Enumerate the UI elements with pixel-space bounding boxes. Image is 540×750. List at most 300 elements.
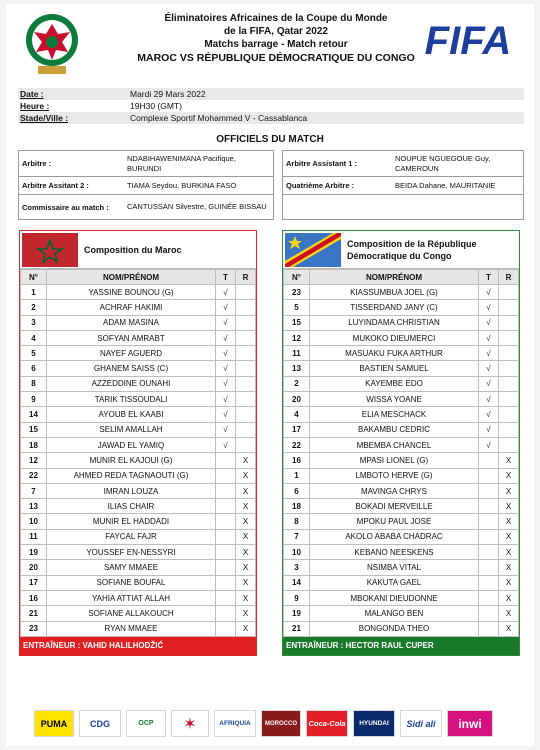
player-name: LMBOTO HERVE (G) [310,468,479,483]
player-substitute-mark: X [236,514,256,529]
player-starter-mark: √ [216,422,236,437]
table-row [21,330,256,345]
player-number: 2 [284,376,310,391]
player-starter-mark [216,514,236,529]
table-row [21,453,256,468]
date-value: Mardi 29 Mars 2022 [130,89,206,99]
player-number: 1 [21,285,47,300]
player-starter-mark: √ [216,330,236,345]
player-starter-mark [479,606,499,621]
table-row [21,407,256,422]
player-number: 18 [284,499,310,514]
table-row [284,545,519,560]
player-name: KEBANO NEESKENS [310,545,479,560]
player-name: YOUSSEF EN-NESSYRI [47,545,216,560]
col-t: T [216,270,236,285]
table-row [284,590,519,605]
fifa-logo-text: FIFA [424,20,512,60]
officials-title: OFFICIELS DU MATCH [216,134,324,145]
table-row [21,575,256,590]
congo-roster-body [284,285,519,637]
table-row [284,300,519,315]
col-num: N° [21,270,47,285]
table-row [21,499,256,514]
player-starter-mark [479,621,499,636]
player-starter-mark: √ [216,437,236,452]
player-name: KAKUTA GAEL [310,575,479,590]
player-starter-mark [216,575,236,590]
team-congo-title-line-2: Démocratique du Congo [347,251,452,261]
team-morocco-header [20,231,256,269]
table-row [284,392,519,407]
player-substitute-mark [499,315,519,330]
table-row [21,621,256,636]
player-starter-mark [216,606,236,621]
sponsor-morocco-logo: MOROCCO [261,710,301,737]
table-row [21,606,256,621]
player-starter-mark: √ [479,376,499,391]
player-name: MBOKANI DIEUDONNE [310,590,479,605]
player-substitute-mark: X [236,529,256,544]
player-number: 17 [21,575,47,590]
player-name: MALANGO BEN [310,606,479,621]
player-starter-mark [479,560,499,575]
player-substitute-mark [236,422,256,437]
col-r: R [499,270,519,285]
player-number: 22 [21,468,47,483]
player-substitute-mark: X [499,606,519,621]
player-substitute-mark [499,407,519,422]
stadium-value: Complexe Sportif Mohammed V - Cassablanca [130,113,308,123]
player-starter-mark: √ [216,376,236,391]
player-substitute-mark: X [499,621,519,636]
player-starter-mark [216,453,236,468]
player-starter-mark [479,590,499,605]
player-name: MBEMBA CHANCEL [310,437,479,452]
player-name: GHANEM SAISS (C) [47,361,216,376]
player-name: BASTIEN SAMUEL [310,361,479,376]
player-number: 7 [284,529,310,544]
player-name: SAMY MMAEE [47,560,216,575]
team-congo [282,230,520,656]
player-number: 23 [284,285,310,300]
player-number: 23 [21,621,47,636]
table-row [284,560,519,575]
player-name: SELIM AMALLAH [47,422,216,437]
table-row [21,361,256,376]
sponsor-puma-logo: PUMA [34,710,74,737]
player-name: TISSERDAND JANY (C) [310,300,479,315]
player-name: AYOUB EL KAABI [47,407,216,422]
player-number: 4 [21,330,47,345]
player-substitute-mark: X [236,483,256,498]
player-starter-mark [216,545,236,560]
player-substitute-mark [236,361,256,376]
table-row [21,392,256,407]
player-name: AZZEDDINE OUNAHI [47,376,216,391]
table-row [284,330,519,345]
player-number: 9 [21,392,47,407]
table-row [284,285,519,300]
player-number: 7 [21,483,47,498]
player-substitute-mark [236,392,256,407]
title-line-3: Matchs barrage - Match retour [204,39,348,50]
player-number: 11 [21,529,47,544]
table-row [284,346,519,361]
player-substitute-mark [236,300,256,315]
player-substitute-mark [236,330,256,345]
player-number: 5 [21,346,47,361]
player-starter-mark [479,514,499,529]
player-number: 10 [284,545,310,560]
assistant-1-label: Arbitre Assistant 1 : [286,159,357,168]
player-starter-mark: √ [479,407,499,422]
player-substitute-mark: X [236,560,256,575]
sponsor-sidiali-logo: Sidi ali [400,710,442,737]
empty-row [283,195,523,219]
player-starter-mark [216,468,236,483]
player-starter-mark [479,545,499,560]
player-starter-mark [216,499,236,514]
commissioner-row [19,195,273,219]
team-morocco-title-text: Composition du Maroc [84,245,182,255]
col-name: NOM/PRÉNOM [47,270,216,285]
player-name: MUKOKO DIEUMERCI [310,330,479,345]
player-starter-mark [479,575,499,590]
player-substitute-mark [236,437,256,452]
table-row [21,300,256,315]
referee-value: NDABIHAWENIMANA Pacifique, BURUNDI [127,153,236,173]
player-substitute-mark [499,330,519,345]
col-t: T [479,270,499,285]
player-starter-mark [216,529,236,544]
player-substitute-mark [236,285,256,300]
player-starter-mark: √ [479,346,499,361]
player-number: 21 [284,621,310,636]
player-substitute-mark [499,285,519,300]
player-substitute-mark: X [236,453,256,468]
player-name: SOFYAN AMRABT [47,330,216,345]
player-number: 10 [21,514,47,529]
header [6,4,534,88]
table-row [284,407,519,422]
player-number: 1 [284,468,310,483]
player-substitute-mark: X [236,621,256,636]
time-value: 19H30 (GMT) [130,101,182,111]
player-substitute-mark: X [499,483,519,498]
table-row [284,361,519,376]
team-congo-header [283,231,519,269]
player-name: MASUAKU FUKA ARTHUR [310,346,479,361]
player-substitute-mark [236,376,256,391]
col-r: R [236,270,256,285]
table-row [21,545,256,560]
player-starter-mark: √ [479,285,499,300]
table-row [284,529,519,544]
table-row [21,529,256,544]
player-starter-mark [479,468,499,483]
assistant-2-label: Arbitre Assitant 2 : [22,181,89,190]
team-congo-title-line-1: Composition de la République [347,239,477,249]
table-row [21,376,256,391]
player-name: KAYEMBE EDO [310,376,479,391]
officials-right [282,150,524,220]
table-row [21,468,256,483]
player-name: ILIAS CHAIR [47,499,216,514]
player-name: SOFIANE BOUFAL [47,575,216,590]
table-row [284,437,519,452]
table-row [284,621,519,636]
player-starter-mark [216,483,236,498]
fifa-logo-icon [416,20,520,60]
player-number: 16 [21,590,47,605]
player-substitute-mark [499,392,519,407]
player-starter-mark: √ [479,300,499,315]
morocco-roster [20,269,256,637]
player-starter-mark: √ [216,300,236,315]
federation-crest-icon [24,12,80,78]
roster-header [21,270,256,285]
player-number: 13 [21,499,47,514]
player-name: LUYINDAMA CHRISTIAN [310,315,479,330]
player-number: 22 [284,437,310,452]
table-row [284,468,519,483]
player-substitute-mark: X [499,575,519,590]
player-number: 17 [284,422,310,437]
player-number: 18 [21,437,47,452]
match-sheet [6,4,534,746]
stadium-label: Stade/Ville : [20,113,69,123]
drc-flag-icon [285,233,341,267]
assistant-1-value: NOUPUE NGUEGOUE Guy, CAMEROUN [395,153,491,173]
player-number: 12 [21,453,47,468]
player-number: 4 [284,407,310,422]
player-name: IMRAN LOUZA [47,483,216,498]
player-substitute-mark [236,346,256,361]
table-row [21,514,256,529]
sponsor-star-icon: ✶ [183,715,197,733]
table-row [284,499,519,514]
player-number: 15 [284,315,310,330]
fourth-official-label: Quatrième Arbitre : [286,181,355,190]
table-row [21,346,256,361]
player-number: 6 [284,483,310,498]
player-substitute-mark: X [236,545,256,560]
player-number: 20 [21,560,47,575]
player-number: 3 [21,315,47,330]
player-starter-mark: √ [216,407,236,422]
sponsor-ocp-logo: OCP [126,710,166,737]
player-starter-mark: √ [479,422,499,437]
player-substitute-mark: X [499,590,519,605]
player-substitute-mark [499,422,519,437]
player-starter-mark: √ [216,392,236,407]
morocco-roster-body [21,285,256,637]
player-name: BAKAMBU CEDRIC [310,422,479,437]
player-substitute-mark [236,407,256,422]
player-name: RYAN MMAEE [47,621,216,636]
player-substitute-mark [499,376,519,391]
player-number: 14 [284,575,310,590]
player-substitute-mark: X [499,529,519,544]
referee-row [19,151,273,177]
congo-roster [283,269,519,637]
player-name: JAWAD EL YAMIQ [47,437,216,452]
table-row [21,437,256,452]
player-substitute-mark: X [236,606,256,621]
player-name: FAYCAL FAJR [47,529,216,544]
sponsor-cocacola-logo: Coca-Cola [306,710,348,737]
table-row [21,422,256,437]
time-label: Heure : [20,101,50,111]
referee-label: Arbitre : [22,159,52,168]
player-name: MUNIR EL HADDADI [47,514,216,529]
player-substitute-mark: X [499,545,519,560]
player-number: 12 [284,330,310,345]
table-row [284,453,519,468]
table-row [284,606,519,621]
table-row [284,315,519,330]
player-number: 6 [21,361,47,376]
sponsor-hyundai-logo: HYUNDAI [353,710,395,737]
player-number: 19 [284,606,310,621]
player-number: 9 [284,590,310,605]
player-name: SOFIANE ALLAKOUCH [47,606,216,621]
player-number: 16 [284,453,310,468]
info-row-time [18,100,524,112]
table-row [21,315,256,330]
player-number: 20 [284,392,310,407]
player-number: 8 [21,376,47,391]
match-info [18,88,524,124]
player-name: NAYEF AGUERD [47,346,216,361]
title-line-1: Éliminatoires Africaines de la Coupe du Monde [164,13,388,24]
commissioner-label: Commissaire au match : [22,202,109,212]
player-number: 8 [284,514,310,529]
player-name: AKOLO ABABA CHADRAC [310,529,479,544]
player-substitute-mark [236,315,256,330]
player-starter-mark [479,483,499,498]
player-substitute-mark [499,361,519,376]
player-substitute-mark [499,300,519,315]
player-substitute-mark: X [499,453,519,468]
player-number: 5 [284,300,310,315]
table-row [21,285,256,300]
match-title: MAROC VS RÉPUBLIQUE DÉMOCRATIQUE DU CONGO [137,52,415,64]
player-number: 11 [284,346,310,361]
table-row [21,560,256,575]
assistant-2-value: TIAMA Seydou, BURKINA FASO [127,180,237,190]
player-substitute-mark: X [236,468,256,483]
title-block [126,12,426,65]
player-starter-mark: √ [216,346,236,361]
player-number: 19 [21,545,47,560]
congo-coach: ENTRAÎNEUR : HECTOR RAUL CUPER [283,637,519,655]
player-name: MPOKU PAUL JOSE [310,514,479,529]
player-name: MUNIR EL KAJOUI (G) [47,453,216,468]
player-number: 21 [21,606,47,621]
player-starter-mark: √ [479,392,499,407]
player-name: NSIMBA VITAL [310,560,479,575]
morocco-flag-icon [22,233,78,267]
player-substitute-mark: X [236,590,256,605]
player-number: 13 [284,361,310,376]
sponsor-strip [34,710,510,738]
col-name: NOM/PRÉNOM [310,270,479,285]
player-number: 14 [21,407,47,422]
table-row [284,514,519,529]
player-starter-mark [479,453,499,468]
title-line-2: de la FIFA, Qatar 2022 [224,26,328,37]
player-starter-mark [216,560,236,575]
player-number: 2 [21,300,47,315]
table-row [284,483,519,498]
player-starter-mark [479,499,499,514]
player-name: ADAM MASINA [47,315,216,330]
info-row-date [18,88,524,100]
player-name: TARIK TISSOUDALI [47,392,216,407]
roster-header [284,270,519,285]
player-starter-mark: √ [479,315,499,330]
player-substitute-mark: X [499,468,519,483]
player-starter-mark: √ [479,437,499,452]
col-num: N° [284,270,310,285]
assistant-2-row [19,177,273,195]
morocco-coach: ENTRAÎNEUR : VAHID HALILHODŽIĆ [20,637,256,655]
player-substitute-mark [499,437,519,452]
table-row [284,376,519,391]
player-name: YAHIA ATTIAT ALLAH [47,590,216,605]
player-starter-mark: √ [216,361,236,376]
player-name: ACHRAF HAKIMI [47,300,216,315]
fourth-official-value: BEIDA Dahane, MAURITANIE [395,180,496,190]
sponsor-cdg-logo: CDG [79,710,121,737]
table-row [21,483,256,498]
team-morocco [19,230,257,656]
player-name: WISSA YOANE [310,392,479,407]
table-row [21,590,256,605]
team-congo-title [347,231,477,269]
commissioner-value: CANTUSSAN Silvestre, GUINÉE BISSAU [127,202,267,211]
player-starter-mark [216,621,236,636]
date-label: Date : [20,89,44,99]
table-row [284,575,519,590]
player-substitute-mark: X [499,514,519,529]
player-name: MAVINGA CHRYS [310,483,479,498]
player-name: BOKADI MERVEILLE [310,499,479,514]
player-number: 15 [21,422,47,437]
player-name: KIASSUMBUA JOEL (G) [310,285,479,300]
player-substitute-mark: X [499,560,519,575]
sponsor-afriquia-logo: AFRIQUIA [214,710,256,737]
officials-left [18,150,274,220]
player-starter-mark: √ [479,330,499,345]
player-name: YASSINE BOUNOU (G) [47,285,216,300]
player-starter-mark: √ [216,315,236,330]
sponsor-star-logo [171,710,209,737]
assistant-1-row [283,151,523,177]
table-row [284,422,519,437]
info-row-stadium [18,112,524,124]
player-substitute-mark: X [499,499,519,514]
player-starter-mark: √ [216,285,236,300]
player-name: MPASI LIONEL (G) [310,453,479,468]
player-substitute-mark: X [236,575,256,590]
player-starter-mark [479,529,499,544]
team-morocco-title [84,231,182,269]
player-starter-mark [216,590,236,605]
sponsor-inwi-logo: inwi [447,710,493,737]
